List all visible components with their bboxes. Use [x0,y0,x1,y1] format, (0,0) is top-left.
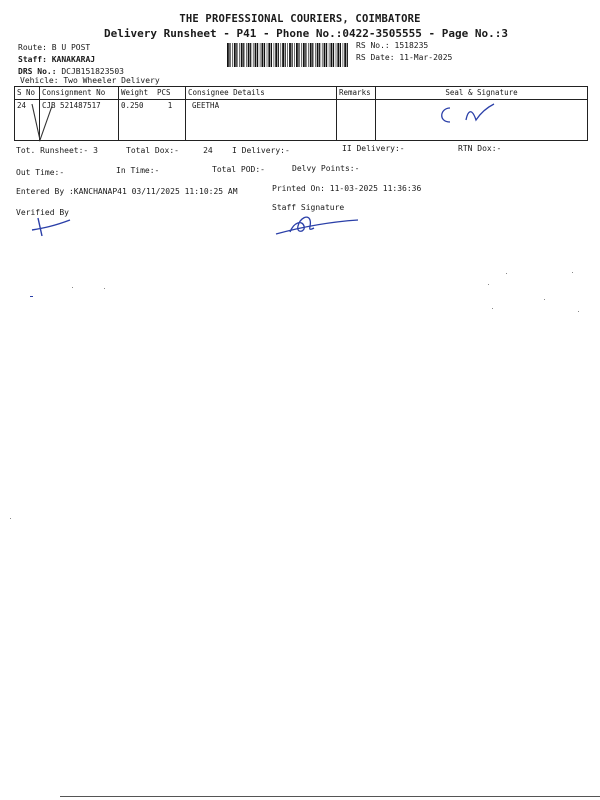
runsheet-subtitle: Delivery Runsheet - P41 - Phone No.:0422-3505555 - Page No.:3 [104,27,508,40]
printed-on: Printed On: 11-03-2025 11:36:36 [272,184,422,193]
drs-label: DRS No.: [18,67,57,76]
cell-pcs: 1 [155,100,186,141]
cell-consignment: CJB 521487517 [40,100,119,141]
col-consignee: Consignee Details [186,87,337,100]
out-time: Out Time:- [16,168,65,177]
scan-speck [104,288,105,289]
delvy-points: Delvy Points:- [292,164,360,173]
staff-line [18,55,95,64]
table-header-row [15,87,588,100]
entered-by: Entered By :KANCHANAP41 03/11/2025 11:10:25 AM [16,187,238,196]
cell-consignee: GEETHA [186,100,337,141]
cell-weight: 0.250 [119,100,156,141]
col-seal: Seal & Signature [376,87,588,100]
in-time: In Time:- [116,166,160,175]
i-delivery: I Delivery:- [232,146,290,155]
scan-speck [578,311,579,312]
drs-line [18,67,124,76]
scan-speck [488,284,489,285]
total-dox [126,146,213,155]
scan-speck [72,287,73,288]
tot-runsheet: Tot. Runsheet:- 3 [16,146,98,155]
scan-speck [572,272,573,273]
staff-label: Staff: [18,55,47,64]
ii-delivery: II Delivery:- [342,144,405,153]
staff-value: KANAKARAJ [51,55,96,64]
company-title: THE PROFESSIONAL COURIERS, COIMBATORE [179,13,421,25]
staff-signature [268,210,364,240]
col-remarks: Remarks [337,87,376,100]
cell-remarks [337,100,376,141]
verified-by-label: Verified By [16,208,69,217]
route-text: Route: B U POST [18,43,91,52]
scan-speck [30,296,33,297]
rs-date: RS Date: 11-Mar-2025 [356,53,453,62]
scan-speck [506,273,507,274]
verified-signature [30,214,76,240]
rs-number: RS No.: 1518235 [356,41,429,50]
scan-speck [10,518,11,519]
barcode-image [226,43,348,67]
col-pcs: PCS [155,87,186,100]
tick-mark [30,100,60,145]
seal-signature [436,100,506,130]
total-pod: Total POD:- [212,165,265,174]
col-consignment: Consignment No [40,87,119,100]
scan-speck [492,308,493,309]
scan-bottom-edge [60,796,600,797]
vehicle-text: Vehicle: Two Wheeler Delivery [20,76,160,85]
col-sno: S No [15,87,40,100]
total-dox-label: Total Dox:- [126,146,179,155]
total-dox-value: 24 [203,146,213,155]
rtn-dox: RTN Dox:- [458,144,502,153]
staff-signature-label: Staff Signature [272,203,345,212]
drs-value: DCJB151823503 [61,67,124,76]
col-weight: Weight [119,87,156,100]
cell-sno: 24 [15,100,40,141]
scan-speck [544,299,545,300]
